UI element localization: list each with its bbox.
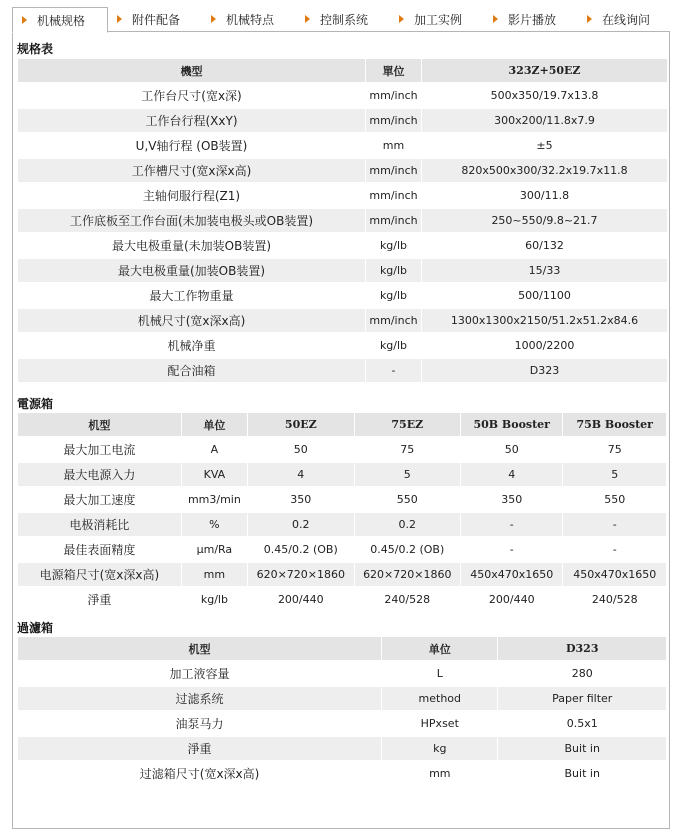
power-header-row bbox=[18, 413, 666, 436]
arrow-right-icon bbox=[493, 15, 498, 23]
spec-value-cell: 15/33 bbox=[422, 259, 667, 282]
arrow-right-icon bbox=[587, 15, 592, 23]
filter-header-row bbox=[18, 637, 666, 660]
filter-label-cell: 过滤系统 bbox=[18, 687, 381, 710]
arrow-right-icon bbox=[211, 15, 216, 23]
power-value-cell: A bbox=[182, 438, 247, 461]
spec-label-cell: 机械净重 bbox=[18, 334, 365, 357]
power-value-cell: 350 bbox=[461, 488, 562, 511]
power-value-cell: - bbox=[563, 513, 666, 536]
power-value-cell: μm/Ra bbox=[182, 538, 247, 561]
filter-header-cell: D323 bbox=[498, 637, 666, 660]
power-value-cell: 4 bbox=[461, 463, 562, 486]
power-value-cell: 4 bbox=[248, 463, 353, 486]
tab-label: 在线询问 bbox=[602, 12, 651, 27]
filter-row bbox=[18, 712, 666, 735]
filter-value-cell: Buit in bbox=[498, 762, 666, 785]
spec-row bbox=[18, 84, 667, 107]
spec-label-cell: U,V轴行程 (OB装置) bbox=[18, 134, 365, 157]
filter-header-cell: 机型 bbox=[18, 637, 381, 660]
tab-label: 机械特点 bbox=[226, 12, 275, 27]
power-value-cell: mm3/min bbox=[182, 488, 247, 511]
power-row bbox=[18, 438, 666, 461]
filter-value-cell: 0.5x1 bbox=[498, 712, 666, 735]
tab-video[interactable] bbox=[484, 7, 578, 31]
tab-online-inquiry[interactable] bbox=[578, 7, 672, 31]
spec-value-cell: D323 bbox=[422, 359, 667, 382]
power-value-cell: 240/528 bbox=[355, 588, 460, 611]
power-value-cell: 200/440 bbox=[248, 588, 353, 611]
power-header-cell: 单位 bbox=[182, 413, 247, 436]
power-label-cell: 最大加工速度 bbox=[18, 488, 181, 511]
filter-value-cell: 280 bbox=[498, 662, 666, 685]
power-value-cell: 350 bbox=[248, 488, 353, 511]
spec-value-cell: kg/lb bbox=[366, 284, 421, 307]
spec-value-cell: kg/lb bbox=[366, 334, 421, 357]
power-value-cell: 50 bbox=[248, 438, 353, 461]
arrow-right-icon bbox=[399, 15, 404, 23]
spec-value-cell: 820x500x300/32.2x19.7x11.8 bbox=[422, 159, 667, 182]
spec-label-cell: 工作底板至工作台面(未加装电极头或OB装置) bbox=[18, 209, 365, 232]
spec-label-cell: 配合油箱 bbox=[18, 359, 365, 382]
power-value-cell: 450x470x1650 bbox=[563, 563, 666, 586]
power-row bbox=[18, 538, 666, 561]
power-value-cell: 200/440 bbox=[461, 588, 562, 611]
spec-value-cell: kg/lb bbox=[366, 259, 421, 282]
spec-label-cell: 最大工作物重量 bbox=[18, 284, 365, 307]
power-value-cell: 0.2 bbox=[248, 513, 353, 536]
power-row bbox=[18, 513, 666, 536]
filter-label-cell: 淨重 bbox=[18, 737, 381, 760]
spec-value-cell: ±5 bbox=[422, 134, 667, 157]
filter-label-cell: 加工液容量 bbox=[18, 662, 381, 685]
power-table bbox=[17, 411, 667, 613]
spec-label-cell: 工作台尺寸(宽x深) bbox=[18, 84, 365, 107]
filter-row bbox=[18, 762, 666, 785]
tab-label: 控制系统 bbox=[320, 12, 369, 27]
spec-value-cell: 300x200/11.8x7.9 bbox=[422, 109, 667, 132]
power-value-cell: 5 bbox=[355, 463, 460, 486]
spec-header-cell: 單位 bbox=[366, 59, 421, 82]
power-row bbox=[18, 488, 666, 511]
power-value-cell: - bbox=[461, 538, 562, 561]
content-panel bbox=[12, 31, 670, 829]
power-label-cell: 电极消耗比 bbox=[18, 513, 181, 536]
filter-row bbox=[18, 662, 666, 685]
power-value-cell: 5 bbox=[563, 463, 666, 486]
power-header-cell: 75B Booster bbox=[563, 413, 666, 436]
spec-row bbox=[18, 134, 667, 157]
spec-row bbox=[18, 159, 667, 182]
power-value-cell: 550 bbox=[355, 488, 460, 511]
tab-machining-examples[interactable] bbox=[390, 7, 484, 31]
spec-label-cell: 最大电极重量(未加装OB装置) bbox=[18, 234, 365, 257]
spec-value-cell: 500/1100 bbox=[422, 284, 667, 307]
filter-label-cell: 过滤箱尺寸(宽x深x高) bbox=[18, 762, 381, 785]
tab-label: 影片播放 bbox=[508, 12, 557, 27]
power-value-cell: 0.2 bbox=[355, 513, 460, 536]
spec-row bbox=[18, 109, 667, 132]
spec-header-cell: 323Z+50EZ bbox=[422, 59, 667, 82]
arrow-right-icon bbox=[22, 16, 27, 24]
spec-value-cell: 250~550/9.8~21.7 bbox=[422, 209, 667, 232]
spec-label-cell: 工作槽尺寸(宽x深x高) bbox=[18, 159, 365, 182]
spec-label-cell: 工作台行程(XxY) bbox=[18, 109, 365, 132]
spec-label-cell: 主轴伺服行程(Z1) bbox=[18, 184, 365, 207]
power-value-cell: 50 bbox=[461, 438, 562, 461]
power-label-cell: 最大加工电流 bbox=[18, 438, 181, 461]
filter-value-cell: kg bbox=[382, 737, 497, 760]
spec-value-cell: mm/inch bbox=[366, 159, 421, 182]
power-value-cell: kg/lb bbox=[182, 588, 247, 611]
power-value-cell: 75 bbox=[563, 438, 666, 461]
filter-value-cell: mm bbox=[382, 762, 497, 785]
tab-control-system[interactable] bbox=[296, 7, 390, 31]
spec-value-cell: mm/inch bbox=[366, 109, 421, 132]
power-section-title: 電源箱 bbox=[17, 397, 54, 411]
power-label-cell: 淨重 bbox=[18, 588, 181, 611]
tab-machine-spec[interactable] bbox=[12, 7, 108, 33]
spec-row bbox=[18, 209, 667, 232]
spec-row bbox=[18, 359, 667, 382]
power-value-cell: - bbox=[563, 538, 666, 561]
filter-row bbox=[18, 737, 666, 760]
spec-row bbox=[18, 259, 667, 282]
tab-bar bbox=[12, 7, 672, 31]
spec-row bbox=[18, 184, 667, 207]
arrow-right-icon bbox=[305, 15, 310, 23]
spec-value-cell: 1000/2200 bbox=[422, 334, 667, 357]
filter-value-cell: method bbox=[382, 687, 497, 710]
spec-header-cell: 機型 bbox=[18, 59, 365, 82]
spec-header-row bbox=[18, 59, 667, 82]
spec-value-cell: mm/inch bbox=[366, 184, 421, 207]
filter-section-title: 過濾箱 bbox=[17, 621, 54, 635]
spec-label-cell: 机械尺寸(宽x深x高) bbox=[18, 309, 365, 332]
power-value-cell: 0.45/0.2 (OB) bbox=[248, 538, 353, 561]
power-value-cell: mm bbox=[182, 563, 247, 586]
spec-section-title: 规格表 bbox=[17, 42, 54, 56]
spec-value-cell: mm/inch bbox=[366, 309, 421, 332]
spec-row bbox=[18, 309, 667, 332]
spec-value-cell: 300/11.8 bbox=[422, 184, 667, 207]
arrow-right-icon bbox=[117, 15, 122, 23]
filter-table bbox=[17, 635, 667, 787]
filter-value-cell: Buit in bbox=[498, 737, 666, 760]
power-value-cell: 0.45/0.2 (OB) bbox=[355, 538, 460, 561]
spec-value-cell: mm/inch bbox=[366, 209, 421, 232]
power-value-cell: 75 bbox=[355, 438, 460, 461]
power-value-cell: 240/528 bbox=[563, 588, 666, 611]
power-label-cell: 最大电源入力 bbox=[18, 463, 181, 486]
power-value-cell: 550 bbox=[563, 488, 666, 511]
spec-table bbox=[17, 57, 668, 384]
power-row bbox=[18, 563, 666, 586]
power-value-cell: 620×720×1860 bbox=[248, 563, 353, 586]
spec-value-cell: mm bbox=[366, 134, 421, 157]
tab-accessories[interactable] bbox=[108, 7, 202, 31]
tab-label: 加工实例 bbox=[414, 12, 463, 27]
power-value-cell: 450x470x1650 bbox=[461, 563, 562, 586]
power-row bbox=[18, 588, 666, 611]
spec-row bbox=[18, 334, 667, 357]
tab-features[interactable] bbox=[202, 7, 296, 31]
power-value-cell: 620×720×1860 bbox=[355, 563, 460, 586]
power-header-cell: 50B Booster bbox=[461, 413, 562, 436]
power-value-cell: KVA bbox=[182, 463, 247, 486]
filter-header-cell: 单位 bbox=[382, 637, 497, 660]
spec-value-cell: - bbox=[366, 359, 421, 382]
power-header-cell: 机型 bbox=[18, 413, 181, 436]
tab-label: 附件配备 bbox=[132, 12, 181, 27]
spec-row bbox=[18, 234, 667, 257]
spec-value-cell: 60/132 bbox=[422, 234, 667, 257]
power-header-cell: 75EZ bbox=[355, 413, 460, 436]
power-label-cell: 电源箱尺寸(宽x深x高) bbox=[18, 563, 181, 586]
power-row bbox=[18, 463, 666, 486]
spec-row bbox=[18, 284, 667, 307]
power-label-cell: 最佳表面精度 bbox=[18, 538, 181, 561]
filter-value-cell: HPxset bbox=[382, 712, 497, 735]
power-value-cell: - bbox=[461, 513, 562, 536]
filter-label-cell: 油泵马力 bbox=[18, 712, 381, 735]
spec-value-cell: kg/lb bbox=[366, 234, 421, 257]
spec-value-cell: 500x350/19.7x13.8 bbox=[422, 84, 667, 107]
filter-value-cell: Paper filter bbox=[498, 687, 666, 710]
filter-value-cell: L bbox=[382, 662, 497, 685]
power-header-cell: 50EZ bbox=[248, 413, 353, 436]
spec-value-cell: 1300x1300x2150/51.2x51.2x84.6 bbox=[422, 309, 667, 332]
spec-value-cell: mm/inch bbox=[366, 84, 421, 107]
filter-row bbox=[18, 687, 666, 710]
power-value-cell: % bbox=[182, 513, 247, 536]
tab-label: 机械规格 bbox=[37, 13, 86, 28]
spec-label-cell: 最大电极重量(加装OB装置) bbox=[18, 259, 365, 282]
